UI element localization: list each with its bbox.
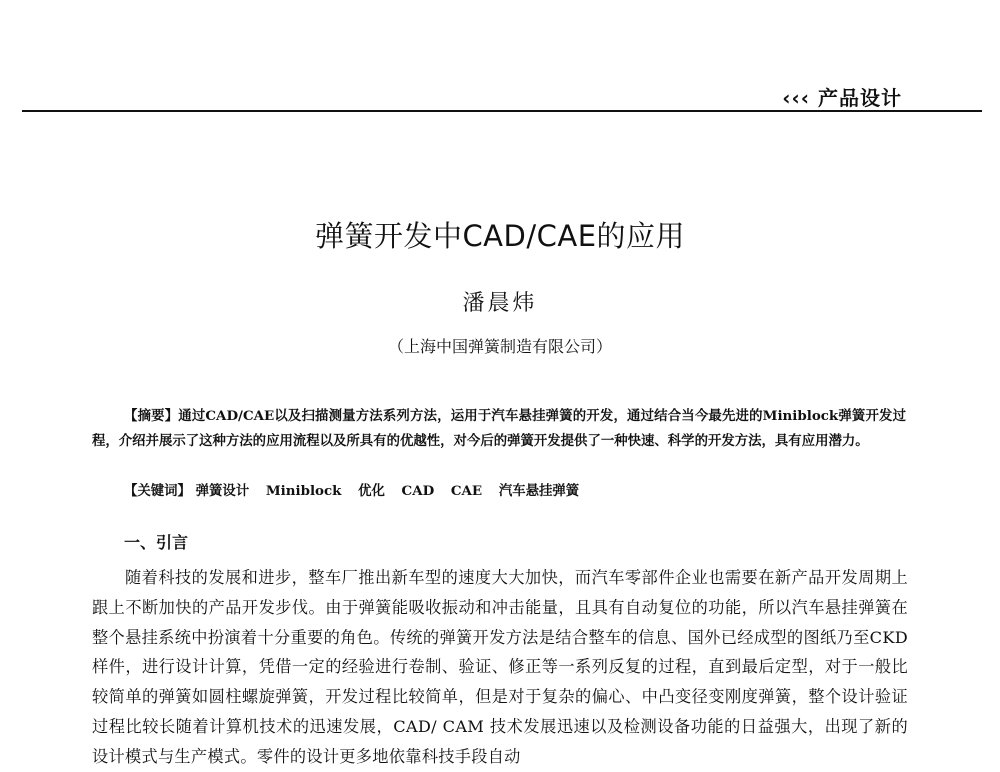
abstract-label: 【摘要】 [124,409,179,424]
author-name: 潘晨炜 [462,291,538,316]
abstract [92,404,906,454]
keywords [124,479,591,504]
keyword: CAE [450,483,483,499]
section-heading: 一、引言 [124,533,189,552]
keyword: CAD [401,483,435,499]
keyword: 优化 [358,483,385,499]
keywords-label: 【关键词】 [124,484,191,499]
abstract-text: 通过CAD/CAE以及扫描测量方法系列方法，运用于汽车悬挂弹簧的开发，通过结合当今最先进的Miniblock弹簧开发过程，介绍并展示了这种方法的应用流程以及所具有的优越性，对今后的弹簧开发提供了一种快速、科学的开发方法，具有应用潜力。 [92,408,906,449]
keyword: 汽车悬挂弹簧 [498,483,580,499]
keyword: Miniblock [265,483,342,499]
keyword: 弹簧设计 [195,483,250,499]
running-head: ‹‹‹ 产品设计 [782,86,902,110]
body-paragraph: 随着科技的发展和进步，整车厂推出新车型的速度大大加快，而汽车零部件企业也需要在新产品开发周期上跟上不断加快的产品开发步伐。由于弹簧能吸收振动和冲击能量，且具有自动复位的功能，所以汽车悬挂弹簧在整个悬挂系统中扮演着十分重要的角色。传统的弹簧开发方法是结合整车的信息、国外已经成型的图纸乃至CKD样件，进行设计计算，凭借一定的经验进行卷制、验证、修正等一系列反复的过程，直到最后定型，对于一般比较简单的弹簧如圆柱螺旋弹簧，开发过程比较简单，但是对于复杂的偏心、中凸变径变刚度弹簧，整个设计验证过程比较长随着计算机技术的迅速发展，CAD/ CAM 技术发展迅速以及检测设备功能的日益强大，出现了新的设计模式与生产模式。零件的设计更多地依靠科技手段自动 [92,568,908,766]
article-title: 弹簧开发中CAD/CAE的应用 [314,219,686,253]
author-affiliation: （上海中国弹簧制造有限公司） [387,337,612,356]
header-rule [22,110,982,112]
